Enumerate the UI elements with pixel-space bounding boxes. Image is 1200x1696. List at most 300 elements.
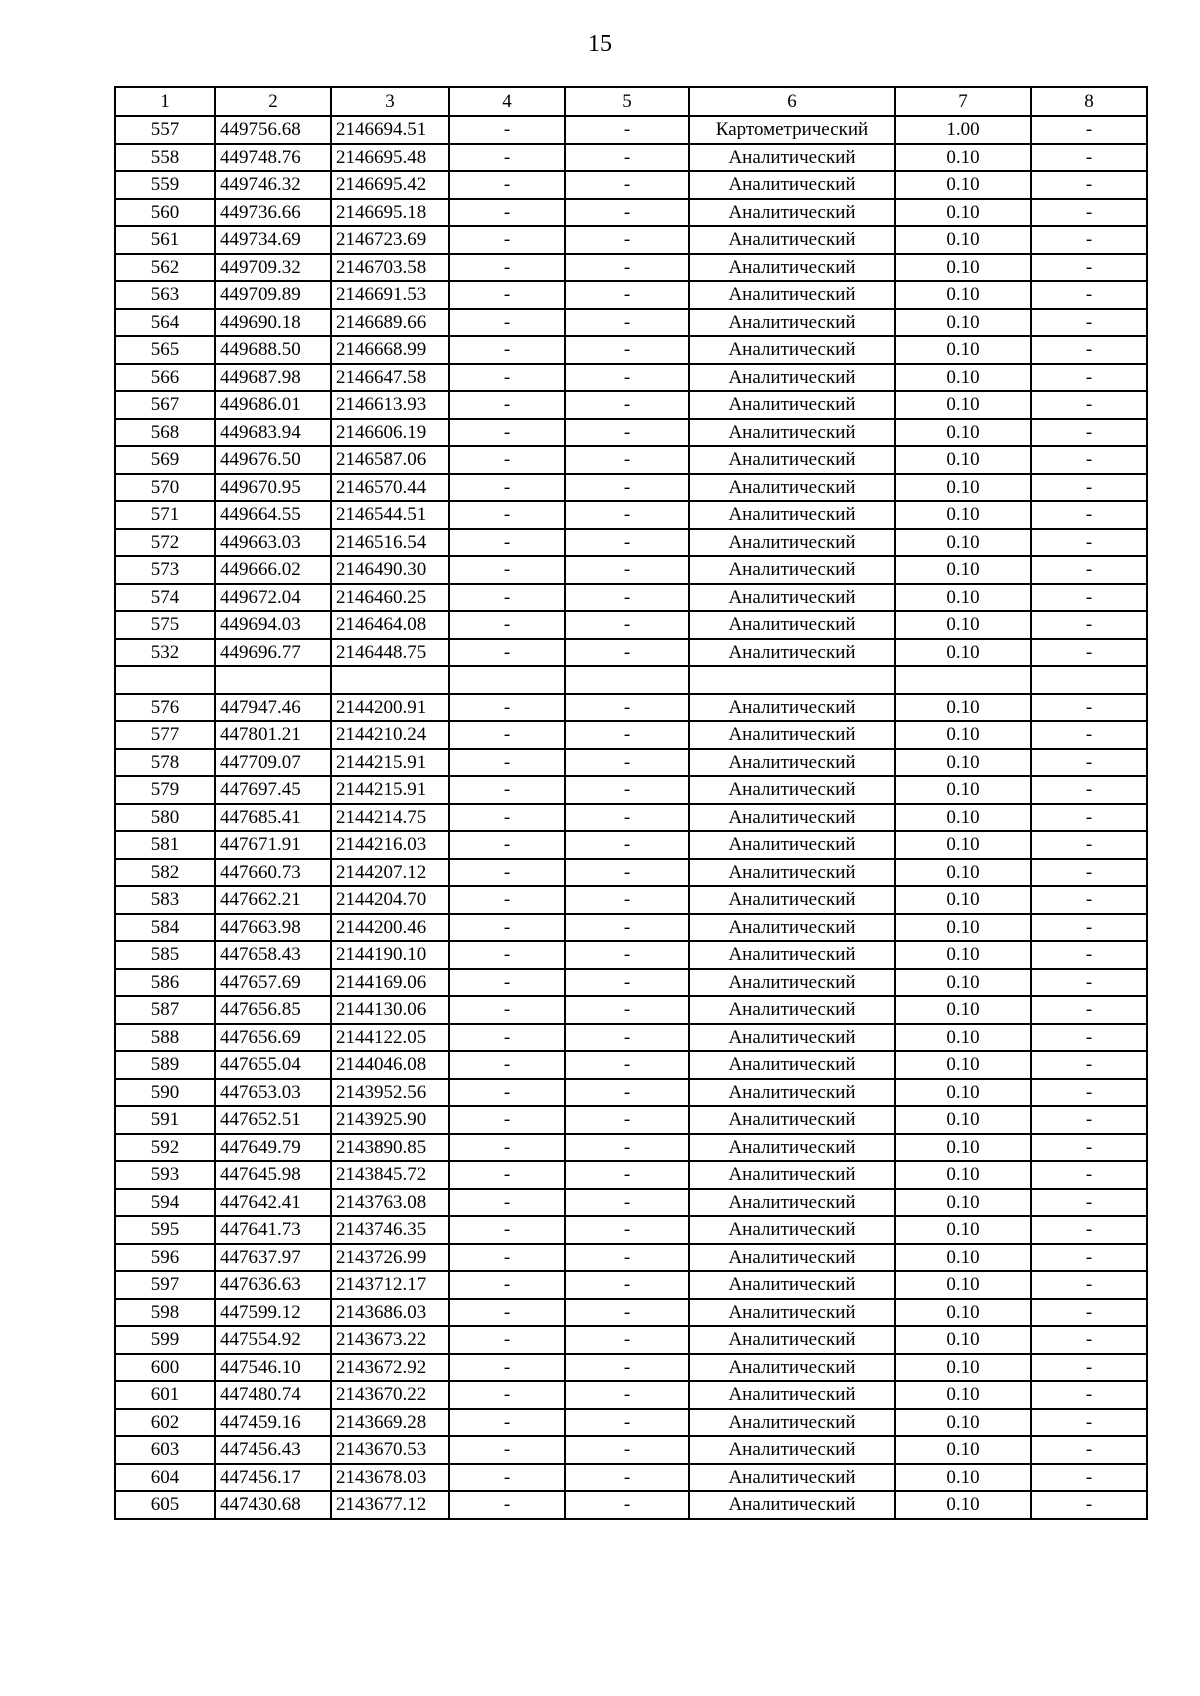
column-4-cell: - [449,694,565,722]
column-4-cell [449,666,565,694]
table-row [115,639,1147,667]
column-4-cell: - [449,1216,565,1244]
column-4-cell: - [449,969,565,997]
x-coordinate-cell: 447480.74 [215,1381,331,1409]
x-coordinate-cell: 447653.03 [215,1079,331,1107]
x-coordinate-cell: 447663.98 [215,914,331,942]
column-4-cell: - [449,996,565,1024]
column-4-cell: - [449,556,565,584]
column-8-cell: - [1031,776,1147,804]
point-number-cell: 586 [115,969,215,997]
column-header: 6 [689,87,895,116]
point-number-cell: 562 [115,254,215,282]
method-cell: Аналитический [689,199,895,227]
table-row [115,831,1147,859]
method-cell: Аналитический [689,419,895,447]
y-coordinate-cell: 2146703.58 [331,254,449,282]
column-8-cell: - [1031,144,1147,172]
point-number-cell: 557 [115,116,215,144]
column-header: 3 [331,87,449,116]
column-8-cell: - [1031,886,1147,914]
point-number-cell: 597 [115,1271,215,1299]
accuracy-cell: 0.10 [895,1381,1031,1409]
x-coordinate-cell: 447656.85 [215,996,331,1024]
column-5-cell: - [565,804,689,832]
x-coordinate-cell: 449687.98 [215,364,331,392]
x-coordinate-cell: 447655.04 [215,1051,331,1079]
column-4-cell: - [449,336,565,364]
column-8-cell: - [1031,859,1147,887]
column-8-cell: - [1031,309,1147,337]
accuracy-cell: 0.10 [895,391,1031,419]
column-4-cell: - [449,611,565,639]
accuracy-cell: 0.10 [895,529,1031,557]
x-coordinate-cell: 447554.92 [215,1326,331,1354]
table-row [115,309,1147,337]
accuracy-cell: 0.10 [895,804,1031,832]
accuracy-cell: 0.10 [895,886,1031,914]
y-coordinate-cell: 2144130.06 [331,996,449,1024]
method-cell: Аналитический [689,1354,895,1382]
y-coordinate-cell: 2144122.05 [331,1024,449,1052]
table-row [115,1491,1147,1519]
point-number-cell: 590 [115,1079,215,1107]
point-number-cell: 600 [115,1354,215,1382]
x-coordinate-cell: 447456.17 [215,1464,331,1492]
point-number-cell: 574 [115,584,215,612]
method-cell: Аналитический [689,391,895,419]
accuracy-cell: 0.10 [895,776,1031,804]
point-number-cell [115,666,215,694]
column-5-cell: - [565,1299,689,1327]
column-8-cell: - [1031,446,1147,474]
column-5-cell: - [565,254,689,282]
y-coordinate-cell: 2146587.06 [331,446,449,474]
x-coordinate-cell [215,666,331,694]
x-coordinate-cell: 449696.77 [215,639,331,667]
table-row [115,1134,1147,1162]
method-cell: Аналитический [689,254,895,282]
table-row [115,419,1147,447]
column-8-cell: - [1031,1491,1147,1519]
accuracy-cell: 0.10 [895,859,1031,887]
method-cell: Аналитический [689,804,895,832]
point-number-cell: 578 [115,749,215,777]
accuracy-cell: 0.10 [895,1436,1031,1464]
x-coordinate-cell: 449748.76 [215,144,331,172]
table-row [115,1436,1147,1464]
y-coordinate-cell: 2143686.03 [331,1299,449,1327]
point-number-cell: 567 [115,391,215,419]
column-4-cell: - [449,391,565,419]
method-cell: Аналитический [689,941,895,969]
y-coordinate-cell: 2146668.99 [331,336,449,364]
x-coordinate-cell: 449690.18 [215,309,331,337]
x-coordinate-cell: 449734.69 [215,226,331,254]
method-cell: Аналитический [689,1079,895,1107]
table-row [115,446,1147,474]
column-8-cell: - [1031,1134,1147,1162]
method-cell: Аналитический [689,1299,895,1327]
x-coordinate-cell: 447636.63 [215,1271,331,1299]
column-5-cell: - [565,1381,689,1409]
accuracy-cell: 0.10 [895,831,1031,859]
y-coordinate-cell: 2146647.58 [331,364,449,392]
column-8-cell: - [1031,254,1147,282]
column-5-cell: - [565,776,689,804]
column-4-cell: - [449,446,565,474]
point-number-cell: 571 [115,501,215,529]
point-number-cell: 569 [115,446,215,474]
table-row [115,804,1147,832]
accuracy-cell: 0.10 [895,1491,1031,1519]
point-number-cell: 589 [115,1051,215,1079]
x-coordinate-cell: 447645.98 [215,1161,331,1189]
column-5-cell: - [565,1326,689,1354]
method-cell: Аналитический [689,694,895,722]
column-5-cell: - [565,1024,689,1052]
y-coordinate-cell: 2146695.42 [331,171,449,199]
method-cell: Аналитический [689,474,895,502]
column-5-cell: - [565,584,689,612]
table-row [115,1216,1147,1244]
column-4-cell: - [449,1024,565,1052]
point-number-cell: 577 [115,721,215,749]
x-coordinate-cell: 449709.89 [215,281,331,309]
method-cell: Аналитический [689,859,895,887]
column-5-cell: - [565,639,689,667]
point-number-cell: 595 [115,1216,215,1244]
method-cell: Аналитический [689,721,895,749]
y-coordinate-cell: 2143672.92 [331,1354,449,1382]
column-5-cell: - [565,721,689,749]
x-coordinate-cell: 447947.46 [215,694,331,722]
point-number-cell: 563 [115,281,215,309]
x-coordinate-cell: 447456.43 [215,1436,331,1464]
column-8-cell: - [1031,694,1147,722]
x-coordinate-cell: 449666.02 [215,556,331,584]
column-4-cell: - [449,501,565,529]
accuracy-cell: 0.10 [895,694,1031,722]
x-coordinate-cell: 447697.45 [215,776,331,804]
method-cell: Аналитический [689,1051,895,1079]
table-row [115,529,1147,557]
point-number-cell: 585 [115,941,215,969]
x-coordinate-cell: 449694.03 [215,611,331,639]
x-coordinate-cell: 449686.01 [215,391,331,419]
column-4-cell: - [449,1244,565,1272]
table-row [115,694,1147,722]
column-5-cell: - [565,1409,689,1437]
y-coordinate-cell: 2146464.08 [331,611,449,639]
column-header: 8 [1031,87,1147,116]
column-4-cell: - [449,364,565,392]
column-5-cell: - [565,144,689,172]
column-4-cell: - [449,144,565,172]
column-4-cell: - [449,831,565,859]
table-row [115,1161,1147,1189]
column-8-cell: - [1031,1299,1147,1327]
accuracy-cell: 0.10 [895,969,1031,997]
y-coordinate-cell: 2143952.56 [331,1079,449,1107]
x-coordinate-cell: 447641.73 [215,1216,331,1244]
column-8-cell: - [1031,1354,1147,1382]
y-coordinate-cell: 2143678.03 [331,1464,449,1492]
y-coordinate-cell: 2143673.22 [331,1326,449,1354]
method-cell: Аналитический [689,1326,895,1354]
table-row [115,584,1147,612]
method-cell: Аналитический [689,969,895,997]
column-5-cell: - [565,1244,689,1272]
column-4-cell: - [449,419,565,447]
y-coordinate-cell: 2146613.93 [331,391,449,419]
column-8-cell: - [1031,281,1147,309]
column-8-cell: - [1031,1244,1147,1272]
y-coordinate-cell: 2143669.28 [331,1409,449,1437]
column-8-cell: - [1031,584,1147,612]
method-cell: Аналитический [689,1024,895,1052]
table-row [115,1189,1147,1217]
y-coordinate-cell: 2143670.22 [331,1381,449,1409]
table-row [115,116,1147,144]
y-coordinate-cell: 2146695.18 [331,199,449,227]
table-row [115,1051,1147,1079]
y-coordinate-cell: 2144215.91 [331,749,449,777]
column-5-cell: - [565,611,689,639]
table-row [115,1326,1147,1354]
y-coordinate-cell: 2144200.46 [331,914,449,942]
column-5-cell: - [565,336,689,364]
accuracy-cell: 0.10 [895,996,1031,1024]
table-row [115,859,1147,887]
accuracy-cell: 0.10 [895,1134,1031,1162]
column-4-cell: - [449,1381,565,1409]
column-5-cell: - [565,391,689,419]
column-8-cell: - [1031,749,1147,777]
point-number-cell: 593 [115,1161,215,1189]
x-coordinate-cell: 447657.69 [215,969,331,997]
column-8-cell: - [1031,1079,1147,1107]
column-8-cell: - [1031,556,1147,584]
point-number-cell: 601 [115,1381,215,1409]
column-8-cell: - [1031,171,1147,199]
x-coordinate-cell: 449688.50 [215,336,331,364]
column-8-cell: - [1031,831,1147,859]
table-row [115,721,1147,749]
point-number-cell: 602 [115,1409,215,1437]
column-4-cell: - [449,639,565,667]
method-cell: Аналитический [689,831,895,859]
accuracy-cell: 0.10 [895,1106,1031,1134]
column-5-cell: - [565,749,689,777]
column-8-cell: - [1031,336,1147,364]
x-coordinate-cell: 447709.07 [215,749,331,777]
column-5-cell: - [565,694,689,722]
x-coordinate-cell: 447642.41 [215,1189,331,1217]
method-cell: Аналитический [689,281,895,309]
table-row [115,336,1147,364]
accuracy-cell: 1.00 [895,116,1031,144]
accuracy-cell: 0.10 [895,584,1031,612]
column-8-cell: - [1031,199,1147,227]
accuracy-cell: 0.10 [895,914,1031,942]
point-number-cell: 594 [115,1189,215,1217]
method-cell: Аналитический [689,776,895,804]
method-cell: Аналитический [689,1436,895,1464]
column-header: 2 [215,87,331,116]
method-cell: Аналитический [689,171,895,199]
column-4-cell: - [449,1299,565,1327]
x-coordinate-cell: 447801.21 [215,721,331,749]
coordinates-table [114,86,1148,1520]
point-number-cell: 598 [115,1299,215,1327]
point-number-cell: 604 [115,1464,215,1492]
y-coordinate-cell: 2146695.48 [331,144,449,172]
accuracy-cell: 0.10 [895,254,1031,282]
method-cell: Аналитический [689,914,895,942]
table-row [115,501,1147,529]
method-cell: Аналитический [689,1271,895,1299]
column-5-cell: - [565,116,689,144]
column-5-cell: - [565,501,689,529]
x-coordinate-cell: 449736.66 [215,199,331,227]
method-cell: Аналитический [689,1216,895,1244]
x-coordinate-cell: 449709.32 [215,254,331,282]
column-5-cell: - [565,1491,689,1519]
column-5-cell: - [565,859,689,887]
column-4-cell: - [449,199,565,227]
column-4-cell: - [449,1079,565,1107]
point-number-cell: 591 [115,1106,215,1134]
method-cell: Аналитический [689,996,895,1024]
point-number-cell: 558 [115,144,215,172]
point-number-cell: 532 [115,639,215,667]
x-coordinate-cell: 447662.21 [215,886,331,914]
method-cell: Аналитический [689,1409,895,1437]
accuracy-cell: 0.10 [895,226,1031,254]
column-8-cell: - [1031,1024,1147,1052]
method-cell: Аналитический [689,1244,895,1272]
y-coordinate-cell: 2146694.51 [331,116,449,144]
column-5-cell [565,666,689,694]
method-cell: Аналитический [689,226,895,254]
x-coordinate-cell: 449676.50 [215,446,331,474]
y-coordinate-cell: 2144216.03 [331,831,449,859]
column-4-cell: - [449,1464,565,1492]
column-5-cell: - [565,831,689,859]
table-row [115,1464,1147,1492]
x-coordinate-cell: 447459.16 [215,1409,331,1437]
y-coordinate-cell: 2146460.25 [331,584,449,612]
accuracy-cell: 0.10 [895,1326,1031,1354]
method-cell: Аналитический [689,886,895,914]
column-5-cell: - [565,281,689,309]
x-coordinate-cell: 447656.69 [215,1024,331,1052]
method-cell: Аналитический [689,584,895,612]
y-coordinate-cell: 2143763.08 [331,1189,449,1217]
column-4-cell: - [449,1161,565,1189]
y-coordinate-cell: 2146691.53 [331,281,449,309]
column-5-cell: - [565,1216,689,1244]
column-4-cell: - [449,1491,565,1519]
accuracy-cell: 0.10 [895,1051,1031,1079]
x-coordinate-cell: 447660.73 [215,859,331,887]
accuracy-cell: 0.10 [895,281,1031,309]
table-row [115,611,1147,639]
x-coordinate-cell: 447599.12 [215,1299,331,1327]
table-row [115,1299,1147,1327]
table-row [115,391,1147,419]
method-cell: Аналитический [689,501,895,529]
column-5-cell: - [565,309,689,337]
column-5-cell: - [565,1161,689,1189]
column-5-cell: - [565,556,689,584]
x-coordinate-cell: 449663.03 [215,529,331,557]
table-row [115,969,1147,997]
accuracy-cell: 0.10 [895,941,1031,969]
point-number-cell: 565 [115,336,215,364]
accuracy-cell: 0.10 [895,1354,1031,1382]
column-4-cell: - [449,584,565,612]
point-number-cell: 582 [115,859,215,887]
table-row [115,199,1147,227]
column-5-cell: - [565,969,689,997]
column-4-cell: - [449,1051,565,1079]
column-8-cell: - [1031,941,1147,969]
column-5-cell: - [565,1189,689,1217]
column-5-cell: - [565,226,689,254]
column-4-cell: - [449,886,565,914]
column-header: 7 [895,87,1031,116]
column-4-cell: - [449,529,565,557]
y-coordinate-cell: 2143746.35 [331,1216,449,1244]
column-8-cell [1031,666,1147,694]
method-cell: Картометрический [689,116,895,144]
column-5-cell: - [565,941,689,969]
table-row [115,556,1147,584]
table-row [115,1024,1147,1052]
y-coordinate-cell [331,666,449,694]
point-number-cell: 605 [115,1491,215,1519]
x-coordinate-cell: 449756.68 [215,116,331,144]
column-5-cell: - [565,1051,689,1079]
column-header: 5 [565,87,689,116]
column-4-cell: - [449,226,565,254]
table-row [115,1381,1147,1409]
point-number-cell: 561 [115,226,215,254]
column-8-cell: - [1031,116,1147,144]
point-number-cell: 579 [115,776,215,804]
column-4-cell: - [449,1354,565,1382]
table-row [115,281,1147,309]
y-coordinate-cell: 2143670.53 [331,1436,449,1464]
column-5-cell: - [565,886,689,914]
column-4-cell: - [449,914,565,942]
method-cell: Аналитический [689,1134,895,1162]
column-8-cell: - [1031,364,1147,392]
table-row [115,886,1147,914]
point-number-cell: 583 [115,886,215,914]
point-number-cell: 566 [115,364,215,392]
x-coordinate-cell: 449670.95 [215,474,331,502]
accuracy-cell: 0.10 [895,1024,1031,1052]
accuracy-cell [895,666,1031,694]
y-coordinate-cell: 2146448.75 [331,639,449,667]
y-coordinate-cell: 2144200.91 [331,694,449,722]
y-coordinate-cell: 2144204.70 [331,886,449,914]
accuracy-cell: 0.10 [895,446,1031,474]
method-cell: Аналитический [689,1381,895,1409]
